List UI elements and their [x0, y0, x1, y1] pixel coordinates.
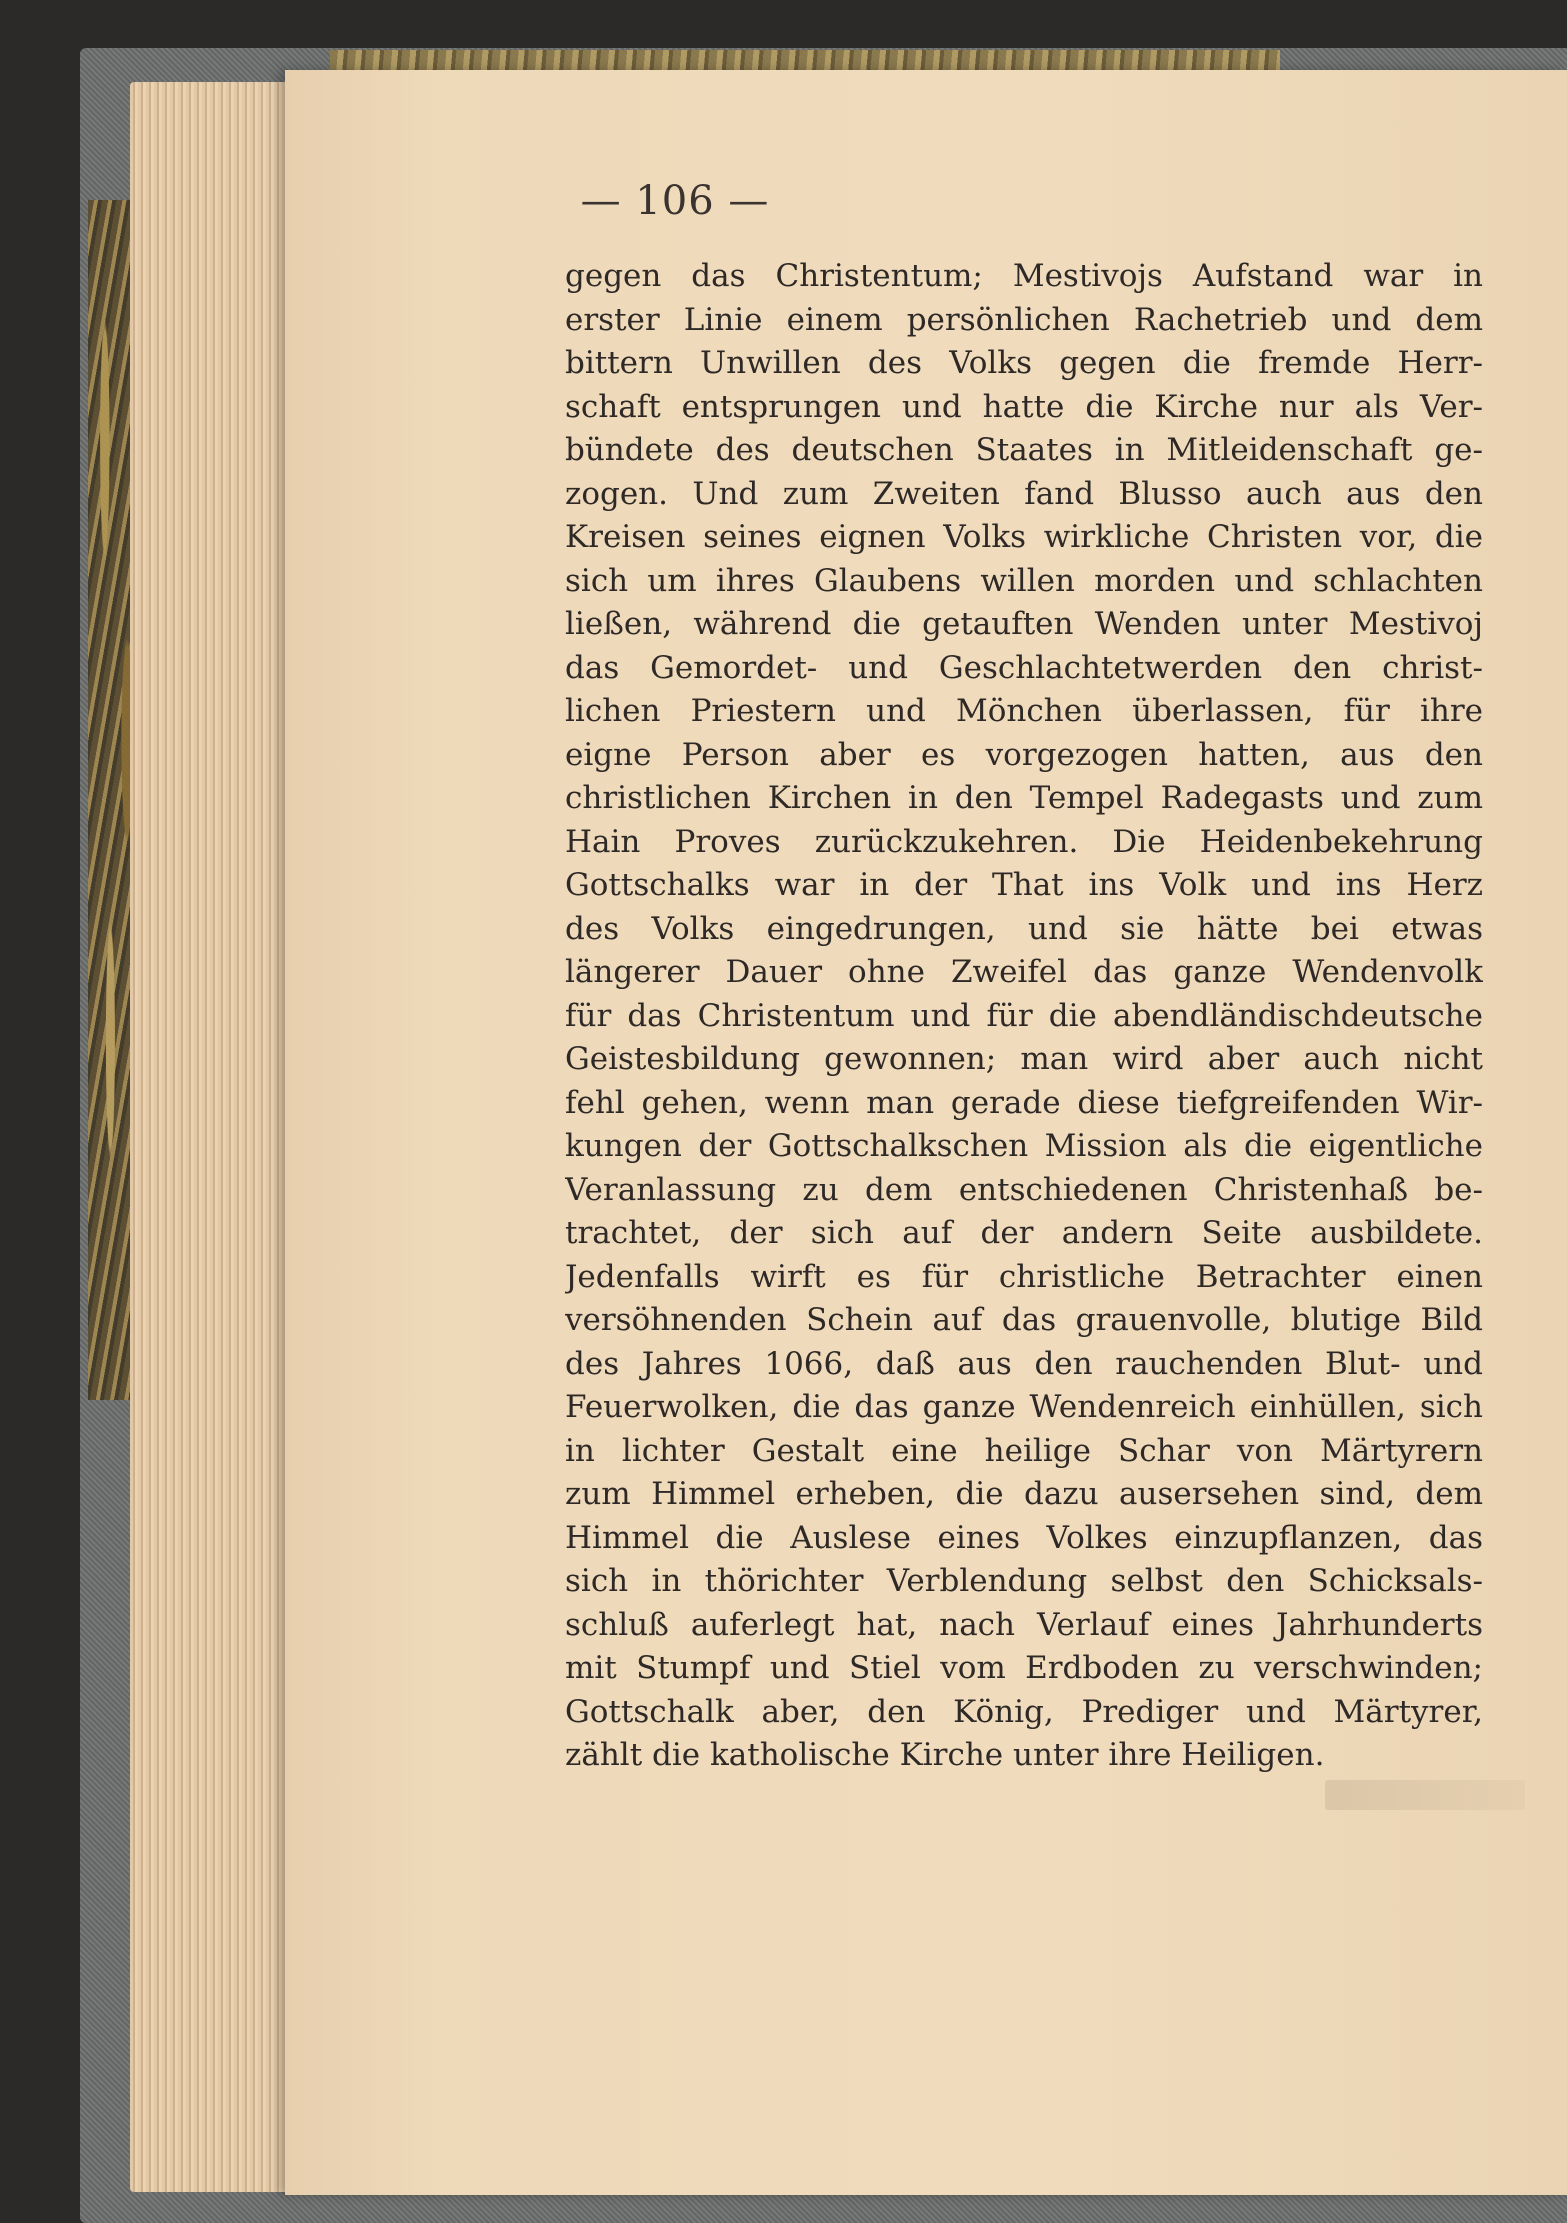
bleed-through-text	[1325, 1780, 1525, 1810]
book-page	[285, 70, 1567, 2195]
text-line: das Gemordet- und Geschlachtetwerden den christ-	[565, 649, 1483, 686]
text-line: Jedenfalls wirft es für christliche Betrachter einen	[565, 1258, 1483, 1295]
text-line: lichen Priestern und Mönchen überlassen, für ihre	[565, 693, 1483, 729]
text-line: Geistesbildung gewonnen; man wird aber auch nicht	[565, 1041, 1483, 1077]
text-line: zum Himmel erheben, die dazu ausersehen sind, dem	[565, 1476, 1483, 1512]
text-line: Gottschalks war in der That ins Volk und ins Herz	[565, 867, 1483, 903]
body-text	[565, 255, 1483, 1778]
text-line: bittern Unwillen des Volks gegen die fremde Herr-	[565, 345, 1483, 381]
text-line: kungen der Gottschalkschen Mission als die eigentliche	[565, 1128, 1483, 1164]
text-line: zogen. Und zum Zweiten fand Blusso auch aus den	[565, 475, 1483, 512]
text-line: versöhnenden Schein auf das grauenvolle, blutige Bild	[565, 1302, 1483, 1338]
page-number: — 106 —	[580, 178, 770, 224]
text-line: Feuerwolken, die das ganze Wendenreich einhüllen, sich	[565, 1389, 1483, 1425]
text-line: sich um ihres Glaubens willen morden und schlachten	[565, 562, 1483, 599]
text-line: ließen, während die getauften Wenden unter Mestivoj	[565, 606, 1483, 642]
text-line: Veranlassung zu dem entschiedenen Christenhaß be-	[565, 1171, 1483, 1208]
text-line: gegen das Christentum; Mestivojs Aufstand war in	[565, 258, 1483, 294]
text-line: schluß auferlegt hat, nach Verlauf eines Jahrhunderts	[565, 1606, 1483, 1643]
text-line: des Jahres 1066, daß aus den rauchenden Blut- und	[565, 1345, 1483, 1382]
text-line: mit Stumpf und Stiel vom Erdboden zu verschwinden;	[565, 1650, 1483, 1686]
text-line: christlichen Kirchen in den Tempel Radegasts und zum	[565, 780, 1483, 816]
text-line: zählt die katholische Kirche unter ihre Heiligen.	[565, 1737, 1325, 1773]
page-edges	[130, 82, 300, 2192]
text-line: des Volks eingedrungen, und sie hätte bei etwas	[565, 910, 1483, 947]
text-line: Himmel die Auslese eines Volkes einzupflanzen, das	[565, 1519, 1483, 1556]
text-line: erster Linie einem persönlichen Rachetrieb und dem	[565, 301, 1483, 338]
text-line: fehl gehen, wenn man gerade diese tiefgreifenden Wir-	[565, 1084, 1483, 1121]
text-line: Gottschalk aber, den König, Prediger und Märtyrer,	[565, 1693, 1483, 1730]
text-line: längerer Dauer ohne Zweifel das ganze Wendenvolk	[565, 954, 1483, 990]
text-line: für das Christentum und für die abendländischdeutsche	[565, 997, 1483, 1034]
text-line: in lichter Gestalt eine heilige Schar von Märtyrern	[565, 1432, 1483, 1469]
text-line: Hain Proves zurückzukehren. Die Heidenbekehrung	[565, 823, 1483, 860]
text-line: schaft entsprungen und hatte die Kirche nur als Ver-	[565, 388, 1483, 425]
text-line: trachtet, der sich auf der andern Seite ausbildete.	[565, 1215, 1483, 1251]
text-line: Kreisen seines eignen Volks wirkliche Christen vor, die	[565, 519, 1483, 555]
text-line: sich in thörichter Verblendung selbst den Schicksals-	[565, 1563, 1483, 1599]
text-line: bündete des deutschen Staates in Mitleidenschaft ge-	[565, 432, 1483, 468]
text-line: eigne Person aber es vorgezogen hatten, aus den	[565, 736, 1483, 773]
